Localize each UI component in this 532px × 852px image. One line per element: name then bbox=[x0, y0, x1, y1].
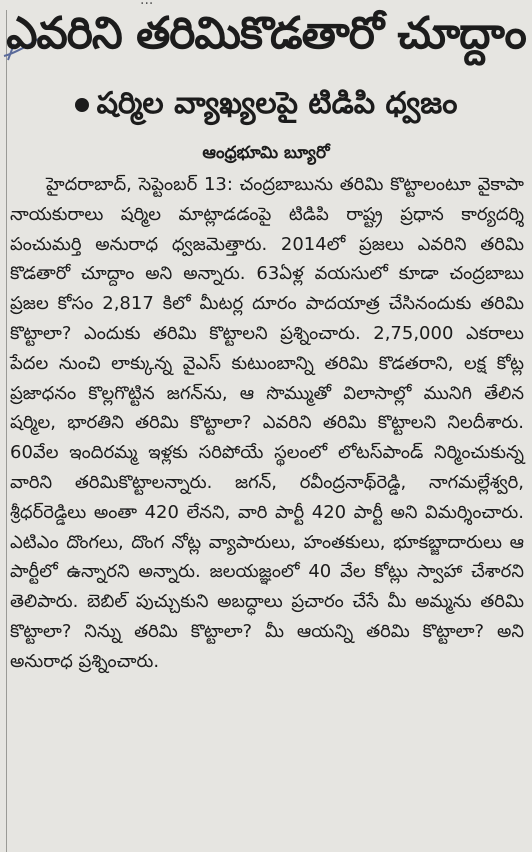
article-paragraph: హైదరాబాద్, సెప్టెంబర్ 13: చంద్రబాబును తరిమి కొట్టాలంటూ వైకాపా నాయకురాలు షర్మిల మాట్లాడడంపై టిడిపి రాష్ట్ర ప్రధాన కార్యదర్శి పంచుమర్తి అనురాధ ధ్వజమెత్తారు. 2014లో ప్రజలు ఎవరిని తరిమి కొడతారో చూద్దాం అని అన్నారు. 63ఏళ్ల వయసులో కూడా చంద్రబాబు ప్రజల కోసం 2,817 కిలో మీటర్ల దూరం పాదయాత్ర చేసినందుకు తరిమి కొట్టాలా? ఎందుకు తరిమి కొట్టాలని ప్రశ్నించారు. 2,75,000 ఎకరాలు పేదల నుంచి లాక్కున్న వైఎస్ కుటుంబాన్ని తరిమి కొడతరాని, లక్ష కోట్ల ప్రజాధనం కొల్లగొట్టిన జగన్‌ను, ఆ సొమ్ముతో విలాసాల్లో మునిగి తేలిన షర్మిల, భారతిని తరిమి కొట్టాలా? ఎవరిని తరిమి కొట్టాలని నిలదీశారు. 60వేల ఇందిరమ్మ ఇళ్లకు సరిపోయే స్థలంలో లోటస్‌పాండ్ నిర్మించుకున్న వారిని తరిమికొట్టాలన్నారు. జగన్, రవీంద్రనాథ్‌రెడ్డి, నాగమల్లేశ్వరి, శ్రీధర్‌రెడ్డిలు అంతా 420 లేనని, వారి పార్టీ 420 పార్టీ అని విమర్శించారు. ఎటిఎం దొంగలు, దొంగ నోట్ల వ్యాపారులు, హంతకులు, భూకబ్జాదారులు ఆ పార్టీలో ఉన్నారని అన్నారు. జలయజ్ఞంలో 40 వేల కోట్లు స్వాహా చేశారని తెలిపారు. బెబిల్ పుచ్చుకుని అబద్ధాలు ప్రచారం చేసే మీ అమ్మను తరిమి కొట్టాలా? నిన్ను తరిమి కొట్టాలా? మీ ఆయన్ని తరిమి కొట్టాలా? అని అనురాధ ప్రశ్నించారు. bbox=[10, 174, 524, 672]
subheadline-row bbox=[0, 86, 532, 122]
subheadline: షర్మిల వ్యాఖ్యలపై టిడిపి ధ్వజం bbox=[96, 86, 458, 121]
cut-off-text: ... bbox=[140, 0, 154, 8]
column-rule bbox=[6, 10, 7, 852]
byline: ఆంధ్రభూమి బ్యూరో bbox=[202, 143, 330, 163]
bullet-icon bbox=[75, 98, 89, 112]
headline: ఎవరిని తరిమికొడతారో చూద్దాం bbox=[6, 8, 526, 59]
article-body bbox=[10, 170, 524, 677]
